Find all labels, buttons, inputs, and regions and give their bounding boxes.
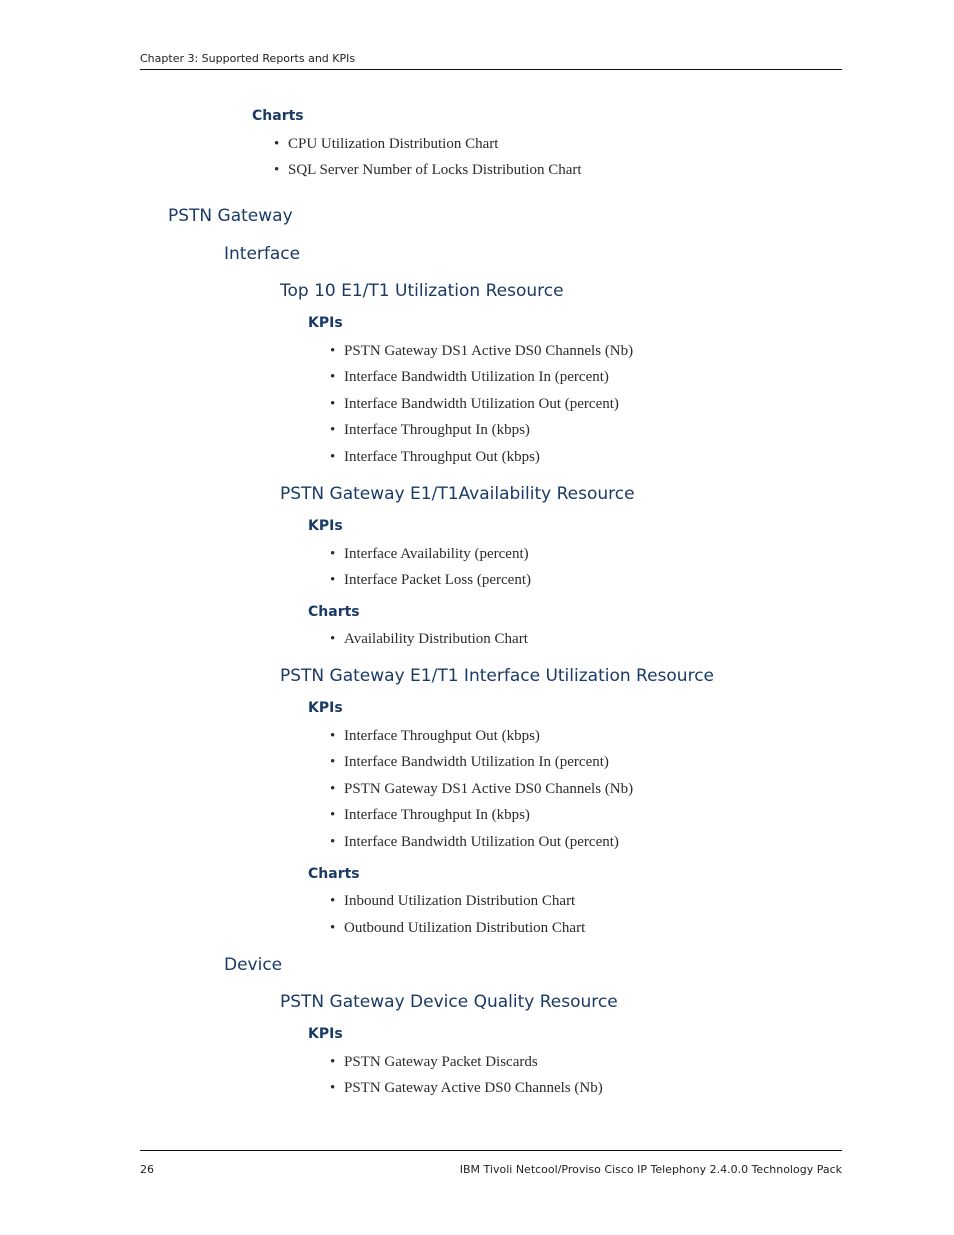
section-heading-pstn-gateway: PSTN Gateway bbox=[168, 206, 293, 226]
kpis-heading: KPIs bbox=[308, 518, 343, 534]
list-item: • CPU Utilization Distribution Chart bbox=[274, 136, 499, 152]
list-item: • Interface Throughput In (kbps) bbox=[330, 807, 530, 823]
list-item: • Interface Throughput Out (kbps) bbox=[330, 449, 540, 465]
list-item: • Interface Bandwidth Utilization Out (percent) bbox=[330, 396, 619, 412]
charts-heading: Charts bbox=[252, 108, 304, 124]
list-item: • Interface Availability (percent) bbox=[330, 546, 529, 562]
list-item: • PSTN Gateway Packet Discards bbox=[330, 1054, 538, 1070]
list-item: • Interface Bandwidth Utilization In (percent) bbox=[330, 754, 609, 770]
list-item: • Interface Throughput In (kbps) bbox=[330, 422, 530, 438]
resource-heading-availability: PSTN Gateway E1/T1Availability Resource bbox=[280, 484, 635, 504]
kpis-heading: KPIs bbox=[308, 700, 343, 716]
list-item: • Interface Bandwidth Utilization In (percent) bbox=[330, 369, 609, 385]
list-item: • Interface Bandwidth Utilization Out (percent) bbox=[330, 834, 619, 850]
list-item: • Inbound Utilization Distribution Chart bbox=[330, 893, 576, 909]
charts-heading: Charts bbox=[308, 604, 360, 620]
list-item: • Outbound Utilization Distribution Chart bbox=[330, 920, 586, 936]
page-number: 26 bbox=[140, 1163, 154, 1176]
list-item: • PSTN Gateway Active DS0 Channels (Nb) bbox=[330, 1080, 603, 1096]
list-item: • PSTN Gateway DS1 Active DS0 Channels (Nb) bbox=[330, 343, 634, 359]
footer-rule bbox=[140, 1150, 842, 1151]
list-item: • PSTN Gateway DS1 Active DS0 Channels (Nb) bbox=[330, 781, 634, 797]
list-item: • Availability Distribution Chart bbox=[330, 631, 528, 647]
list-item: • SQL Server Number of Locks Distribution Chart bbox=[274, 162, 582, 178]
resource-heading-device-quality: PSTN Gateway Device Quality Resource bbox=[280, 992, 618, 1012]
subsection-heading-device: Device bbox=[224, 955, 283, 975]
kpis-heading: KPIs bbox=[308, 1026, 343, 1042]
resource-heading-interface-utilization: PSTN Gateway E1/T1 Interface Utilization Resource bbox=[280, 666, 714, 686]
list-item: • Interface Throughput Out (kbps) bbox=[330, 728, 540, 744]
subsection-heading-interface: Interface bbox=[224, 244, 301, 264]
kpis-heading: KPIs bbox=[308, 315, 343, 331]
charts-heading: Charts bbox=[308, 866, 360, 882]
footer-doc-title: IBM Tivoli Netcool/Proviso Cisco IP Telephony 2.4.0.0 Technology Pack bbox=[459, 1163, 842, 1176]
running-header: Chapter 3: Supported Reports and KPIs bbox=[140, 52, 356, 65]
resource-heading-top10: Top 10 E1/T1 Utilization Resource bbox=[280, 281, 564, 301]
header-rule bbox=[140, 69, 842, 70]
list-item: • Interface Packet Loss (percent) bbox=[330, 572, 531, 588]
